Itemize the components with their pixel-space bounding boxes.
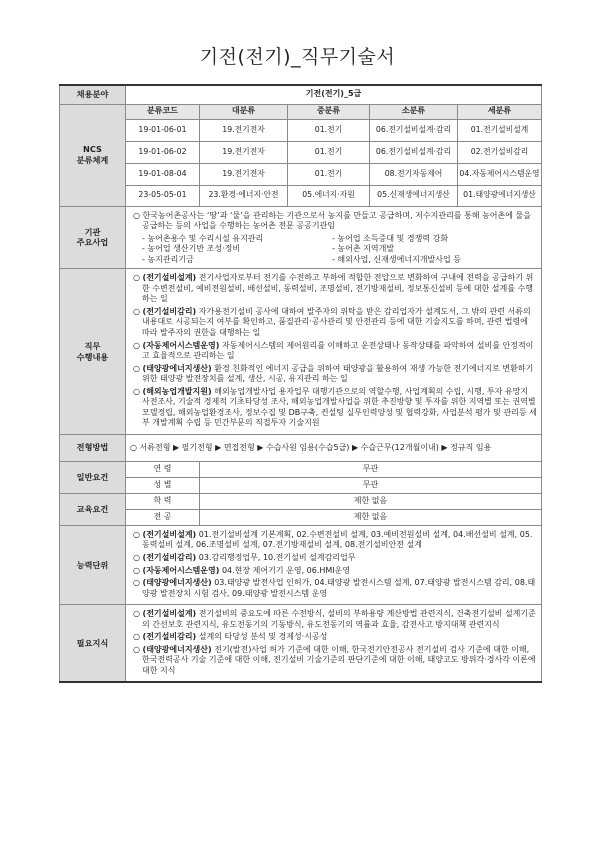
- ability-content: [126, 525, 542, 604]
- ncs-major: 23.환경·에너지·안전: [200, 185, 288, 206]
- education-key: 전 공: [126, 509, 200, 525]
- page-title: 기전(전기)_직무기술서: [199, 46, 396, 68]
- ncs-minor: 08.전기자동제어: [370, 163, 458, 185]
- knowledge-item: ○ (전기설비설계) 전기설비의 중요도에 따른 수전방식, 설비의 부하용량 계산방법 관련지식, 건축전기설비 설계기준의 간선보호 관련지식, 유도전동기의 기동방식, 유도전동기의 역률과 효율, 감전사고 방지대책 관련지식: [133, 609, 536, 629]
- duty-item: ○ (전기설비감리) 자가용전기설비 공사에 대하여 발주자의 위탁을 받은 감리업자가 설계도서, 그 밖의 관련 서류의 내용대로 시공되는지 여부를 확인하고, 품질관리·공사관리 및 안전관리 등에 대한 기술지도를 하며, 관련 법령에 따라 발주자의 권한을 대행하는 일: [133, 306, 531, 337]
- org-intro: ○ 한국농어촌공사는 ‘땅’과 ‘물’을 관리하는 기관으로서 농지를 만들고 공급하며, 저수지관리를 통해 농어촌에 물을 공급하는 등의 사업을 수행하는 농어촌 전문 공공기관임: [133, 210, 531, 231]
- process-content: ○ 서류전형 ▶ 필기전형 ▶ 면접전형 ▶ 수습사원 임용(수습5급) ▶ 수습근무(12개월이내) ▶ 정규직 임용: [126, 434, 542, 461]
- general-row: [60, 461, 542, 477]
- job-description-table: [59, 84, 542, 683]
- ncs-minor: 06.전기설비설계·감리: [370, 119, 458, 141]
- duty-item: ○ (전기설비설계) 전기사업자로부터 전기를 수전하고 부하에 적합한 전압으로 변화하여 구내에 전력을 공급하기 위한 수변전설비, 예비전원설비, 배선설비, 동력설비, 조명설비, 전기방재설비, 정보통신설비 등에 대한 설계를 수행하는 일: [133, 273, 534, 304]
- org-business-list: [130, 234, 537, 266]
- org-item: - 농지관리기금: [142, 254, 194, 264]
- knowledge-row: [60, 605, 542, 683]
- ncs-detail: 01.전기설비설계: [458, 119, 542, 141]
- org-label: 기관 주요사업: [60, 206, 126, 269]
- education-key: 학 력: [126, 493, 200, 509]
- process-row: [60, 434, 542, 461]
- ncs-major: 19.전기전자: [200, 141, 288, 163]
- education-value: 제한 없음: [200, 493, 542, 509]
- ncs-label: NCS 분류체계: [60, 104, 126, 206]
- knowledge-content: [126, 605, 542, 683]
- ncs-header-code: 분류코드: [126, 104, 200, 119]
- process-text: 서류전형 ▶ 필기전형 ▶ 면접전형 ▶ 수습사원 임용(수습5급) ▶ 수습근무(12개월이내) ▶ 정규직 임용: [139, 442, 492, 452]
- ncs-code: 19-01-08-04: [126, 163, 200, 185]
- general-row: [60, 477, 542, 493]
- general-key: 성 별: [126, 477, 200, 493]
- knowledge-item: ○ (전기설비감리) 설계의 타당성 분석 및 경제성·시공성: [133, 632, 328, 642]
- ncs-detail: 01.태양광에너지생산: [458, 185, 542, 206]
- ncs-header-row: [60, 104, 542, 119]
- job-field-value: 기전(전기)_5급: [126, 85, 542, 104]
- general-label: 일반요건: [60, 461, 126, 493]
- org-row: [60, 206, 542, 269]
- org-item: - 농어촌용수 및 수리시설 유지관리: [142, 233, 264, 243]
- ncs-minor: 05.신재생에너지생산: [370, 185, 458, 206]
- ncs-row: [60, 185, 542, 206]
- org-item: - 농어촌 지역개발: [332, 244, 395, 254]
- general-value: 무관: [200, 461, 542, 477]
- ncs-code: 19-01-06-01: [126, 119, 200, 141]
- org-item: - 해외사업, 신재생에너지개발사업 등: [332, 254, 461, 264]
- ncs-header-middle: 중분류: [288, 104, 370, 119]
- org-content: [126, 206, 542, 269]
- ncs-middle: 05.에너지·자원: [288, 185, 370, 206]
- ncs-detail: 04.자동제어시스템운영: [458, 163, 542, 185]
- general-value: 무관: [200, 477, 542, 493]
- ncs-minor: 06.전기설비설계·감리: [370, 141, 458, 163]
- org-item: - 농어업 생산기반 조성·정비: [142, 244, 241, 254]
- general-key: 연 령: [126, 461, 200, 477]
- ncs-code: 19-01-06-02: [126, 141, 200, 163]
- duties-content: [126, 269, 542, 435]
- ncs-header-detail: 세분류: [458, 104, 542, 119]
- ncs-detail: 02.전기설비감리: [458, 141, 542, 163]
- ability-label: 능력단위: [60, 525, 126, 604]
- ncs-header-major: 대분류: [200, 104, 288, 119]
- duties-row: [60, 269, 542, 435]
- ncs-middle: 01.전기: [288, 163, 370, 185]
- duty-item: ○ (자동제어시스템운영) 자동제어시스템의 제어원리를 이해하고 운전상태나 동작상태를 파악하여 설비를 안정적이고 효율적으로 관리하는 일: [133, 340, 534, 361]
- ncs-middle: 01.전기: [288, 141, 370, 163]
- ncs-major: 19.전기전자: [200, 119, 288, 141]
- ncs-code: 23-05-05-01: [126, 185, 200, 206]
- ncs-middle: 01.전기: [288, 119, 370, 141]
- process-label: 전형방법: [60, 434, 126, 461]
- job-field-row: [60, 85, 542, 104]
- ability-row: [60, 525, 542, 604]
- org-item: - 농어업 소득증대 및 경쟁력 강화: [332, 233, 449, 243]
- education-row: [60, 493, 542, 509]
- ncs-row: [60, 119, 542, 141]
- knowledge-label: 필요지식: [60, 605, 126, 683]
- ncs-row: [60, 141, 542, 163]
- ability-item: ○ (태양광에너지생산) 03.태양광 발전사업 인허가, 04.태양광 발전시스템 설계, 07.태양광 발전시스템 감리, 08.태양광 발전장치 시험 검사, 09.태양광 발전시스템 운영: [133, 578, 536, 598]
- ability-item: ○ (전기설비감리) 03.감리행정업무, 10.전기설비 설계감리업무: [133, 552, 356, 562]
- duties-label: 직무 수행내용: [60, 269, 126, 435]
- education-label: 교육요건: [60, 493, 126, 525]
- ncs-row: [60, 163, 542, 185]
- education-value: 제한 없음: [200, 509, 542, 525]
- education-row: [60, 509, 542, 525]
- duty-item: ○ (태양광에너지생산) 환경 친화적인 에너지 공급을 위하여 태양광을 활용하여 재생 가능한 전기에너지로 변환하기 위한 태양광 발전장치를 설계, 생산, 시공, 유지관리 하는 일: [133, 363, 534, 384]
- job-field-label: 채용분야: [60, 85, 126, 104]
- knowledge-item: ○ (태양광에너지생산) 전기(발전)사업 허가 기준에 대한 이해, 한국전기안전공사 전기설비 검사 기준에 대한 이해, 한국전력공사 기술 기준에 대한 이해, 전기설비 기술기준의 판단기준에 대한 이해, 태양고도 방위각·경사각 이론에 대한 지식: [133, 644, 536, 675]
- ability-item: ○ (전기설비설계) 01.전기설비설계 기본계획, 02.수변전설비 설계, 03.예비전원설비 설계, 04.배선설비 설계, 05.동력설비 설계, 06.조명설비 설계, 07.전기방재설비 설계, 08.전기설비안전 설계: [133, 529, 533, 550]
- ncs-header-minor: 소분류: [370, 104, 458, 119]
- ncs-major: 19.전기전자: [200, 163, 288, 185]
- duty-item: ○ (해외농업개발지원) 해외농업개발사업 용자업무 대행기관으로의 역할수행, 사업계획의 수립, 시행, 투자 유망지 사전조사, 기술적 경제적 기초타당성 조사, 해외농업개발사업을 위한 추진방향 및 투자를 위한 지역별 또는 권역별 모델정립, 해외농업환경조사, 정보수집 및 DB구축, 컨설팅 실무인력양성 및 협력강화, 사업분석 평가 및 관리등 세부 개발계획 수립 등 민간부문의 직접투자 기술지원: [133, 386, 537, 428]
- ability-item: ○ (자동제어시스템운영) 04.현장 제어기기 운영, 06.HMI운영: [133, 565, 351, 575]
